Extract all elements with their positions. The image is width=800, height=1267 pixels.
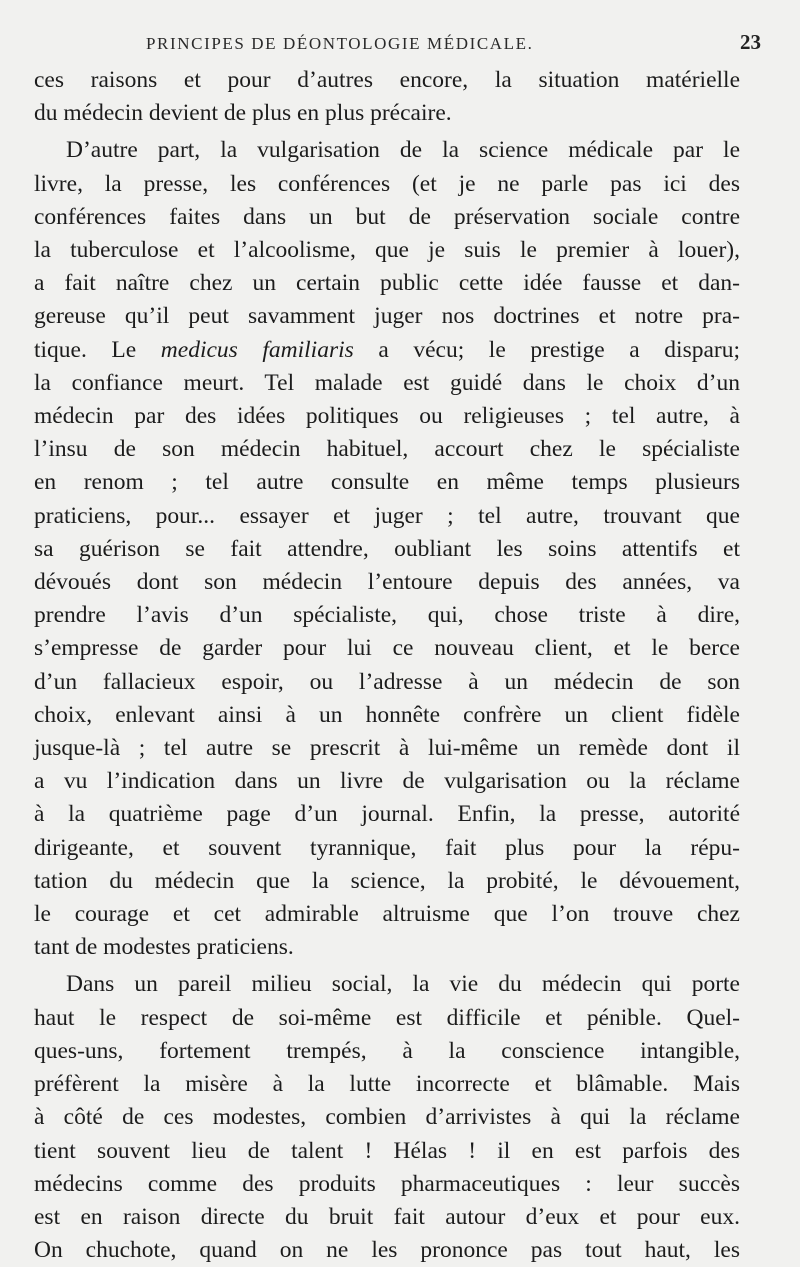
text-line: à côté de ces modestes, combien d’arrivistes à qui la réclame	[34, 1104, 740, 1131]
text-line: prendre l’avis d’un spécialiste, qui, chose triste à dire,	[34, 602, 740, 629]
page-number: 23	[740, 30, 761, 54]
paragraph	[34, 968, 740, 1267]
text-line: à la quatrième page d’un journal. Enfin, la presse, autorité	[34, 801, 740, 828]
body-text	[34, 64, 740, 1267]
text-line: la tuberculose et l’alcoolisme, que je suis le premier à louer),	[34, 237, 740, 264]
text-line: haut le respect de soi-même est difficile et pénible. Quel-	[34, 1004, 740, 1031]
text-line: ques-uns, fortement trempés, à la conscience intangible,	[34, 1037, 740, 1064]
text-line: dévoués dont son médecin l’entoure depuis des années, va	[34, 569, 740, 596]
italic-latin-phrase: medicus familiaris	[160, 336, 354, 363]
text-line: préfèrent la misère à la lutte incorrecte et blâmable. Mais	[34, 1071, 740, 1098]
text-line: livre, la presse, les conférences (et je ne parle pas ici des	[34, 170, 740, 197]
paragraph	[34, 64, 740, 130]
text-line: sa guérison se fait attendre, oubliant les soins attentifs et	[34, 535, 740, 562]
text-line: en renom ; tel autre consulte en même temps plusieurs	[34, 469, 740, 496]
text-line: gereuse qu’il peut savamment juger nos doctrines et notre pra-	[34, 303, 740, 330]
text-line: le courage et cet admirable altruisme que l’on trouve chez	[34, 901, 740, 928]
text-line: l’insu de son médecin habituel, accourt chez le spécialiste	[34, 436, 740, 463]
text-line: est en raison directe du bruit fait autour d’eux et pour eux.	[34, 1203, 740, 1230]
text-line: a vu l’indication dans un livre de vulgarisation ou la réclame	[34, 768, 740, 795]
text-line: On chuchote, quand on ne les prononce pas tout haut, les	[34, 1237, 740, 1264]
running-title: PRINCIPES DE DÉONTOLOGIE MÉDICALE.	[146, 34, 534, 53]
text-line: médecin par des idées politiques ou religieuses ; tel autre, à	[34, 403, 740, 430]
text-line: ces raisons et pour d’autres encore, la situation matérielle	[34, 67, 740, 93]
text-line: jusque-là ; tel autre se prescrit à lui-même un remède dont il	[34, 735, 740, 762]
text-line: D’autre part, la vulgarisation de la science médicale par le	[66, 137, 740, 164]
text-line: tient souvent lieu de talent ! Hélas ! il en est parfois des	[34, 1137, 740, 1164]
text-line: tant de modestes praticiens.	[34, 934, 294, 961]
page-header	[34, 30, 761, 62]
text-line: a fait naître chez un certain public cette idée fausse et dan-	[34, 270, 740, 297]
text-line: dirigeante, et souvent tyrannique, fait plus pour la répu-	[34, 834, 740, 861]
text-line: s’empresse de garder pour lui ce nouveau client, et le berce	[34, 635, 740, 662]
text-line: d’un fallacieux espoir, ou l’adresse à un médecin de son	[34, 668, 740, 695]
text-line: la confiance meurt. Tel malade est guidé dans le choix d’un	[34, 369, 740, 396]
paragraph	[34, 134, 740, 964]
text-line: médecins comme des produits pharmaceutiques : leur succès	[34, 1170, 740, 1197]
text-line: tation du médecin que la science, la probité, le dévouement,	[34, 867, 740, 894]
text-line: conférences faites dans un but de préservation sociale contre	[34, 203, 740, 230]
text-line: tique. Le medicus familiaris a vécu; le prestige a disparu;	[34, 336, 740, 363]
text-line: choix, enlevant ainsi à un honnête confrère un client fidèle	[34, 701, 740, 728]
text-line: du médecin devient de plus en plus précaire.	[34, 100, 452, 127]
text-line: Dans un pareil milieu social, la vie du médecin qui porte	[66, 971, 740, 998]
text-line: praticiens, pour... essayer et juger ; tel autre, trouvant que	[34, 502, 740, 529]
